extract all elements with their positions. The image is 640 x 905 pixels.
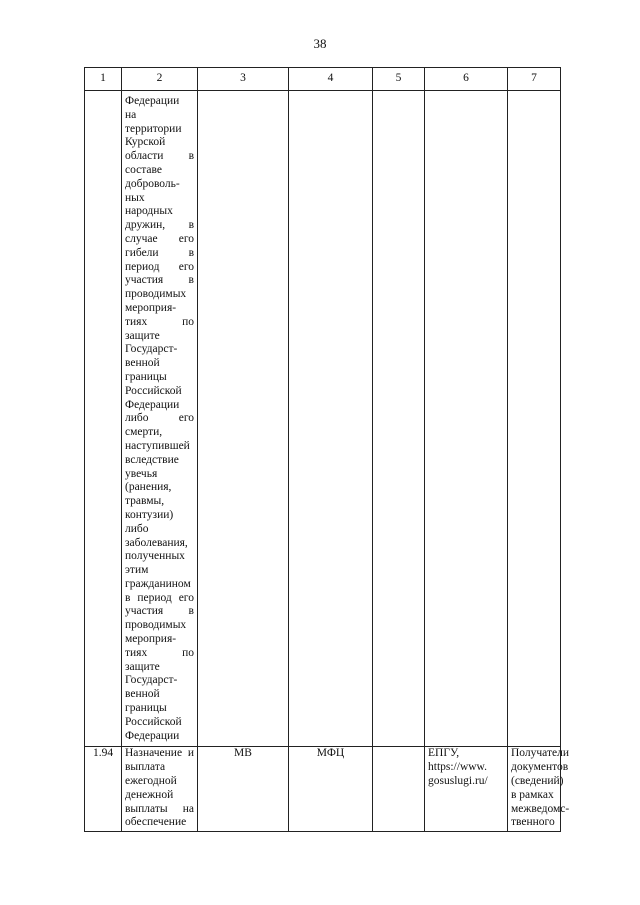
text-line: увечья xyxy=(125,467,158,480)
text-line: выплаты на xyxy=(125,802,194,815)
text-line: этим xyxy=(125,564,149,577)
text-line: ежегодной xyxy=(125,775,177,788)
text-line: наступившей xyxy=(125,439,190,452)
portal-cell xyxy=(425,747,508,832)
text-line: ных xyxy=(125,191,145,204)
text-line: период его xyxy=(125,260,194,273)
service-channel: МФЦ xyxy=(289,747,373,832)
text-line: венной xyxy=(125,688,160,701)
text-line: контузии) xyxy=(125,508,174,521)
table-row xyxy=(85,747,561,832)
text-line: мероприя- xyxy=(125,301,177,314)
text-line: мероприя- xyxy=(125,633,177,646)
text-line: проводимых xyxy=(125,619,187,632)
text-line: территории xyxy=(125,122,182,135)
text-line: травмы, xyxy=(125,495,165,508)
text-line: Федерации xyxy=(125,398,180,411)
text-line: либо его xyxy=(125,412,194,425)
text-line: в рамках xyxy=(511,788,554,801)
text-line: участия в xyxy=(125,605,194,618)
text-line: тиях по xyxy=(125,315,194,328)
empty-cell xyxy=(373,747,425,832)
text-line: Федерации xyxy=(125,95,180,107)
text-line: Федерации xyxy=(125,729,180,742)
text-line: (сведений) xyxy=(511,775,564,788)
text-line: защите xyxy=(125,660,160,673)
continuation-row xyxy=(85,91,561,747)
page-number: 38 xyxy=(313,36,327,51)
column-header-2: 2 xyxy=(122,68,198,91)
text-line: вследствие xyxy=(125,453,179,466)
continuation-cell-4 xyxy=(289,91,373,747)
text-line: смерти, xyxy=(125,426,163,439)
text-line: проводимых xyxy=(125,288,187,301)
text-line: денежной xyxy=(125,788,174,801)
column-header-7: 7 xyxy=(508,68,561,91)
portal-link xyxy=(428,747,504,788)
text-line: области в xyxy=(125,150,194,163)
text-line: выплата xyxy=(125,761,166,774)
continuation-cell-2 xyxy=(122,91,198,747)
text-line: случае его xyxy=(125,232,194,245)
text-line: тиях по xyxy=(125,646,194,659)
continuation-cell-5 xyxy=(373,91,425,747)
text-line: гибели в xyxy=(125,246,194,259)
service-name-cell xyxy=(122,747,198,832)
text-line: Получатели xyxy=(511,747,570,760)
continuation-cell-7 xyxy=(508,91,561,747)
text-line: Назначение и xyxy=(125,747,194,760)
column-header-1: 1 xyxy=(85,68,122,91)
column-header-3: 3 xyxy=(198,68,289,91)
service-description-continued xyxy=(125,95,194,743)
continuation-cell-3 xyxy=(198,91,289,747)
column-header-4: 4 xyxy=(289,68,373,91)
text-line: Российской xyxy=(125,384,182,397)
text-line: (ранения, xyxy=(125,481,172,494)
text-line: дружин, в xyxy=(125,219,194,232)
service-name xyxy=(125,747,194,830)
text-line: участия в xyxy=(125,274,194,287)
continuation-cell-1 xyxy=(85,91,122,747)
text-line: венной xyxy=(125,357,160,370)
text-line: на xyxy=(125,108,137,121)
row-number: 1.94 xyxy=(85,747,122,832)
text-line: доброволь- xyxy=(125,177,180,190)
column-header-5: 5 xyxy=(373,68,425,91)
text-line: твенного xyxy=(511,816,555,829)
services-table xyxy=(84,67,570,832)
recipients-text xyxy=(511,747,570,830)
text-line: в период его xyxy=(125,591,194,604)
text-line: документов xyxy=(511,761,569,774)
text-line: Российской xyxy=(125,715,182,728)
text-line: gosuslugi.ru/ xyxy=(428,775,488,788)
text-line: либо xyxy=(125,522,149,535)
text-line: составе xyxy=(125,163,162,176)
continuation-cell-6 xyxy=(425,91,508,747)
text-line: https://www. xyxy=(428,761,487,774)
column-number-row xyxy=(85,68,561,91)
text-line: границы xyxy=(125,370,167,383)
responsible-body: МВ xyxy=(198,747,289,832)
text-line: ЕПГУ, xyxy=(428,747,460,760)
text-line: гражданином xyxy=(125,577,191,590)
recipients-cell xyxy=(508,747,570,832)
text-line: Государст- xyxy=(125,674,178,687)
text-line: границы xyxy=(125,702,167,715)
text-line: защите xyxy=(125,329,160,342)
text-line: Курской xyxy=(125,136,166,149)
text-line: заболевания, xyxy=(125,536,188,549)
text-line: Государст- xyxy=(125,343,178,356)
text-line: межведомс- xyxy=(511,802,570,815)
text-line: обеспечение xyxy=(125,816,187,829)
text-line: полученных xyxy=(125,550,185,563)
column-header-6: 6 xyxy=(425,68,508,91)
text-line: народных xyxy=(125,205,173,218)
